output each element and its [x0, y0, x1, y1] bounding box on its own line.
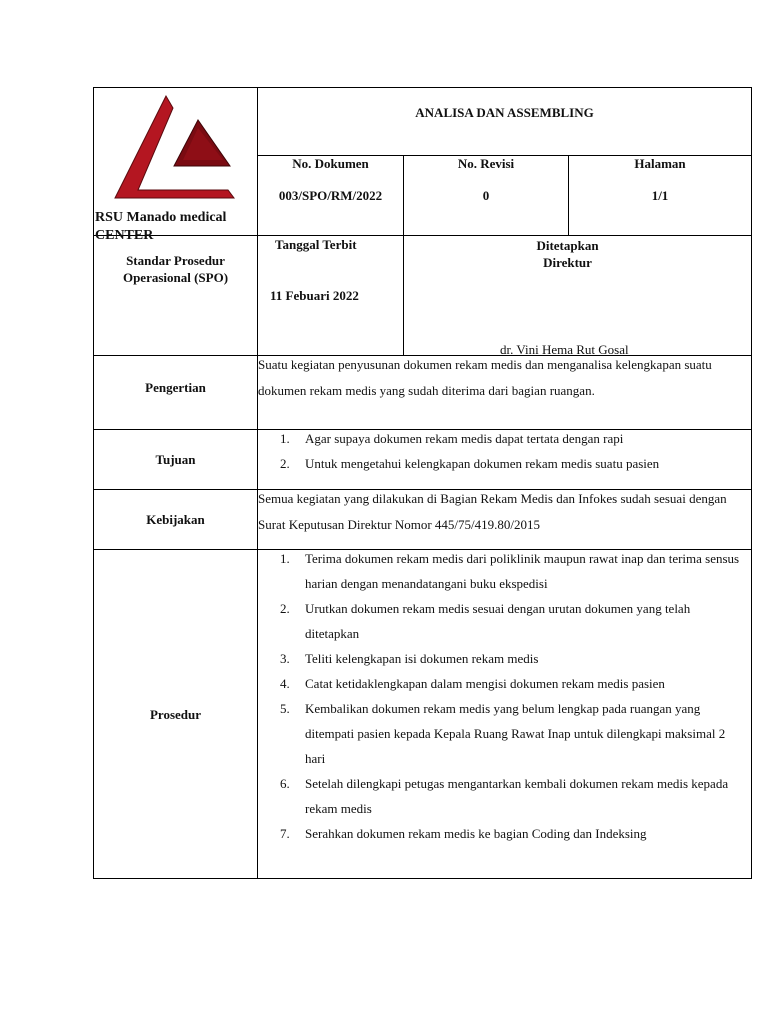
document-title: ANALISA DAN ASSEMBLING — [415, 105, 594, 120]
director-name: dr. Vini Hema Rut Gosal — [500, 342, 629, 357]
list-item: 5. Kembalikan dokumen rekam medis yang belum lengkap pada ruangan yang ditempati pasien kepada Kepala Ruang Rawat Inap untuk dilengkapi maksimal 2 hari — [280, 701, 726, 766]
approved-label: Ditetapkan — [536, 238, 599, 253]
list-item: 6. Setelah dilengkapi petugas mengantarkan kembali dokumen rekam medis kepada rekam medis — [280, 776, 729, 816]
border-right — [751, 87, 752, 879]
doc-number-value: 003/SPO/RM/2022 — [278, 188, 383, 203]
border-left — [93, 87, 94, 879]
page-value: 1/1 — [651, 188, 669, 203]
pengertian-text: Suatu kegiatan penyusunan dokumen rekam medis dan menganalisa kelengkapan suatu dokumen rekam medis yang sudah diterima dari bagian ruangan. — [258, 357, 712, 398]
list-item: 3. Teliti kelengkapan isi dokumen rekam medis — [280, 651, 539, 666]
issue-date-label: Tanggal Terbit — [275, 237, 357, 252]
list-item: 1. Terima dokumen rekam medis dari poliklinik maupun rawat inap dan terima sensus harian dengan menandatangani buku ekspedisi — [280, 551, 740, 591]
spo-type-label: Standar Prosedur Operasional (SPO) — [122, 253, 229, 285]
kebijakan-label: Kebijakan — [146, 512, 205, 527]
row-line-header — [93, 235, 752, 236]
director-label: Direktur — [543, 255, 592, 270]
list-item: 7. Serahkan dokumen rekam medis ke bagian Coding dan Indeksing — [280, 826, 647, 841]
issue-date-value: 11 Febuari 2022 — [270, 288, 359, 303]
prosedur-label: Prosedur — [149, 707, 202, 722]
kebijakan-text: Semua kegiatan yang dilakukan di Bagian Rekam Medis dan Infokes sudah sesuai dengan Surat Keputusan Direktur Nomor 445/75/419.80/2015 — [258, 491, 727, 532]
revision-label: No. Revisi — [457, 156, 515, 171]
list-item: 1. Agar supaya dokumen rekam medis dapat tertata dengan rapi — [280, 431, 624, 446]
border-top — [93, 87, 752, 88]
hospital-logo — [112, 94, 234, 200]
prosedur-list — [258, 546, 744, 846]
pengertian-label: Pengertian — [145, 380, 206, 395]
revision-value: 0 — [482, 188, 490, 203]
list-item: 2. Urutkan dokumen rekam medis sesuai dengan urutan dokumen yang telah ditetapkan — [280, 601, 691, 641]
doc-number-label: No. Dokumen — [292, 156, 369, 171]
institution-name: RSU Manado medical CENTER — [95, 210, 227, 243]
tujuan-list — [258, 426, 743, 476]
list-item: 2. Untuk mengetahui kelengkapan dokumen rekam medis suatu pasien — [280, 456, 660, 471]
tujuan-label: Tujuan — [155, 452, 196, 467]
border-bottom — [93, 878, 752, 879]
list-item: 4. Catat ketidaklengkapan dalam mengisi dokumen rekam medis pasien — [280, 676, 665, 691]
page-label: Halaman — [634, 156, 686, 171]
